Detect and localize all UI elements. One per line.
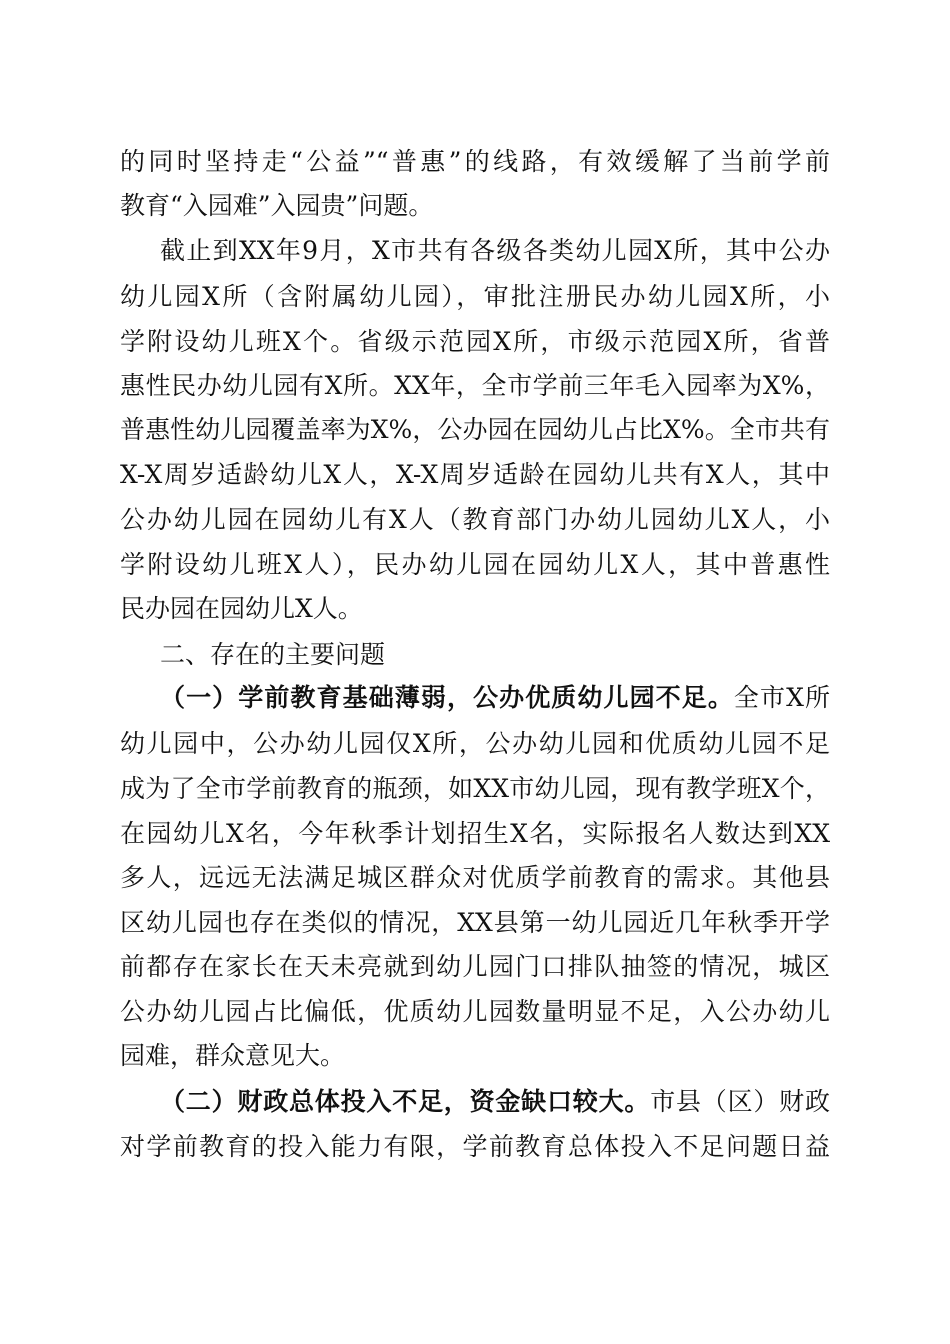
problem-heading: （一）学前教育基础薄弱，公办优质幼儿园不足。 [160,683,734,712]
problem-heading: （二）财政总体投入不足，资金缺口较大。 [160,1087,651,1116]
paragraph-line: 学附设幼儿班X人），民办幼儿园在园幼儿X人，其中普惠性 [120,550,830,579]
paragraph-line: 前都存在家长在天未亮就到幼儿园门口排队抽签的情况，城区 [120,952,830,981]
paragraph-line: 截止到XX年9月，X市共有各级各类幼儿园X所，其中公办 [160,236,830,265]
paragraph-line: 多人，远远无法满足城区群众对优质学前教育的需求。其他县 [120,863,830,892]
paragraph-line: 公办幼儿园占比偏低，优质幼儿园数量明显不足，入公办幼儿 [120,997,830,1026]
paragraph-line: 对学前教育的投入能力有限，学前教育总体投入不足问题日益 [120,1132,830,1161]
paragraph-line: 幼儿园中，公办幼儿园仅X所，公办幼儿园和优质幼儿园不足 [120,729,830,758]
paragraph-line: X-X周岁适龄幼儿X人，X-X周岁适龄在园幼儿共有X人，其中 [120,460,830,489]
paragraph-line [160,1080,830,1124]
paragraph-line: 成为了全市学前教育的瓶颈，如XX市幼儿园，现有教学班X个， [120,774,830,803]
paragraph-text: 市县（区）财政 [650,1087,830,1116]
paragraph-line: 园难，群众意见大。 [120,1041,346,1070]
paragraph-text: 全市X所 [733,683,830,712]
paragraph-line [160,676,830,720]
paragraph-line: 区幼儿园也存在类似的情况，XX县第一幼儿园近几年秋季开学 [120,908,830,937]
paragraph-line: 公办幼儿园在园幼儿有X人（教育部门办幼儿园幼儿X人，小 [120,505,830,534]
paragraph-line: 教育“入园难”入园贵”问题。 [120,191,434,220]
paragraph-line: 民办园在园幼儿X人。 [120,594,363,623]
paragraph-line: 学附设幼儿班X个。省级示范园X所，市级示范园X所，省普 [120,327,830,356]
paragraph-line: 在园幼儿X名，今年秋季计划招生X名，实际报名人数达到XX [120,819,830,848]
paragraph-line: 普惠性幼儿园覆盖率为X%，公办园在园幼儿占比X%。全市共有 [120,415,830,444]
paragraph-line: 幼儿园X所（含附属幼儿园），审批注册民办幼儿园X所，小 [120,282,830,311]
paragraph-line: 惠性民办幼儿园有X所。XX年，全市学前三年毛入园率为X%， [120,371,830,400]
section-heading: 二、存在的主要问题 [160,640,386,669]
paragraph-line: 的同时坚持走“公益”“普惠”的线路，有效缓解了当前学前 [120,147,830,176]
